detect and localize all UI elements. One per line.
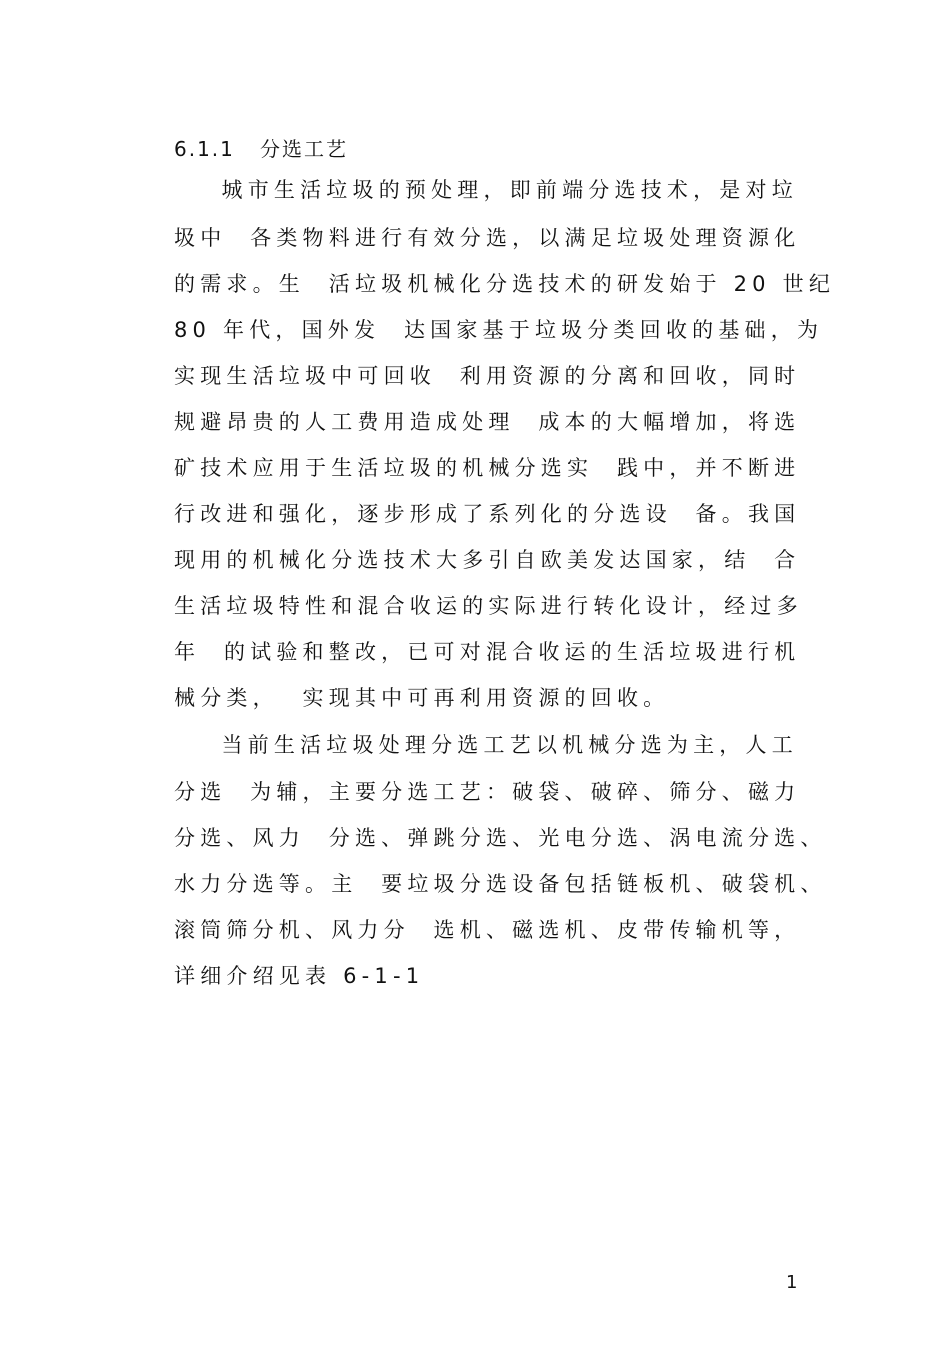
paragraph-line: 当前生活垃圾处理分选工艺以机械分选为主，人工	[174, 733, 798, 757]
page-number: 1	[786, 1272, 798, 1293]
paragraph-line: 水力分选等。主 要垃圾分选设备包括链板机、破袋机、	[174, 872, 827, 896]
paragraph-line: 80 年代，国外发 达国家基于垃圾分类回收的基础，为	[174, 318, 824, 342]
paragraph-line: 详细介绍见表 6-1-1	[174, 964, 425, 988]
paragraph-line: 分选 为辅，主要分选工艺：破袋、破碎、筛分、磁力	[174, 780, 801, 804]
paragraph-line: 现用的机械化分选技术大多引自欧美发达国家，结 合	[174, 548, 801, 572]
paragraph-line: 的需求。生 活垃圾机械化分选技术的研发始于 20 世纪	[174, 272, 836, 296]
paragraph-line: 滚筒筛分机、风力分 选机、磁选机、皮带传输机等，	[174, 918, 801, 942]
paragraph-line: 圾中 各类物料进行有效分选，以满足垃圾处理资源化	[174, 226, 801, 250]
paragraph-line: 规避昂贵的人工费用造成处理 成本的大幅增加，将选	[174, 410, 801, 434]
paragraph-line: 年 的试验和整改，已可对混合收运的生活垃圾进行机	[174, 640, 801, 664]
paragraph-line: 生活垃圾特性和混合收运的实际进行转化设计，经过多	[174, 594, 803, 618]
section-heading: 6.1.1 分选工艺	[174, 137, 348, 161]
paragraph-line: 实现生活垃圾中可回收 利用资源的分离和回收，同时	[174, 364, 801, 388]
paragraph-line: 分选、风力 分选、弹跳分选、光电分选、涡电流分选、	[174, 826, 827, 850]
paragraph-line: 城市生活垃圾的预处理，即前端分选技术，是对垃	[174, 178, 798, 202]
paragraph-line: 械分类， 实现其中可再利用资源的回收。	[174, 686, 670, 710]
paragraph-line: 矿技术应用于生活垃圾的机械分选实 践中，并不断进	[174, 456, 801, 480]
paragraph-line: 行改进和强化，逐步形成了系列化的分选设 备。我国	[174, 502, 801, 526]
